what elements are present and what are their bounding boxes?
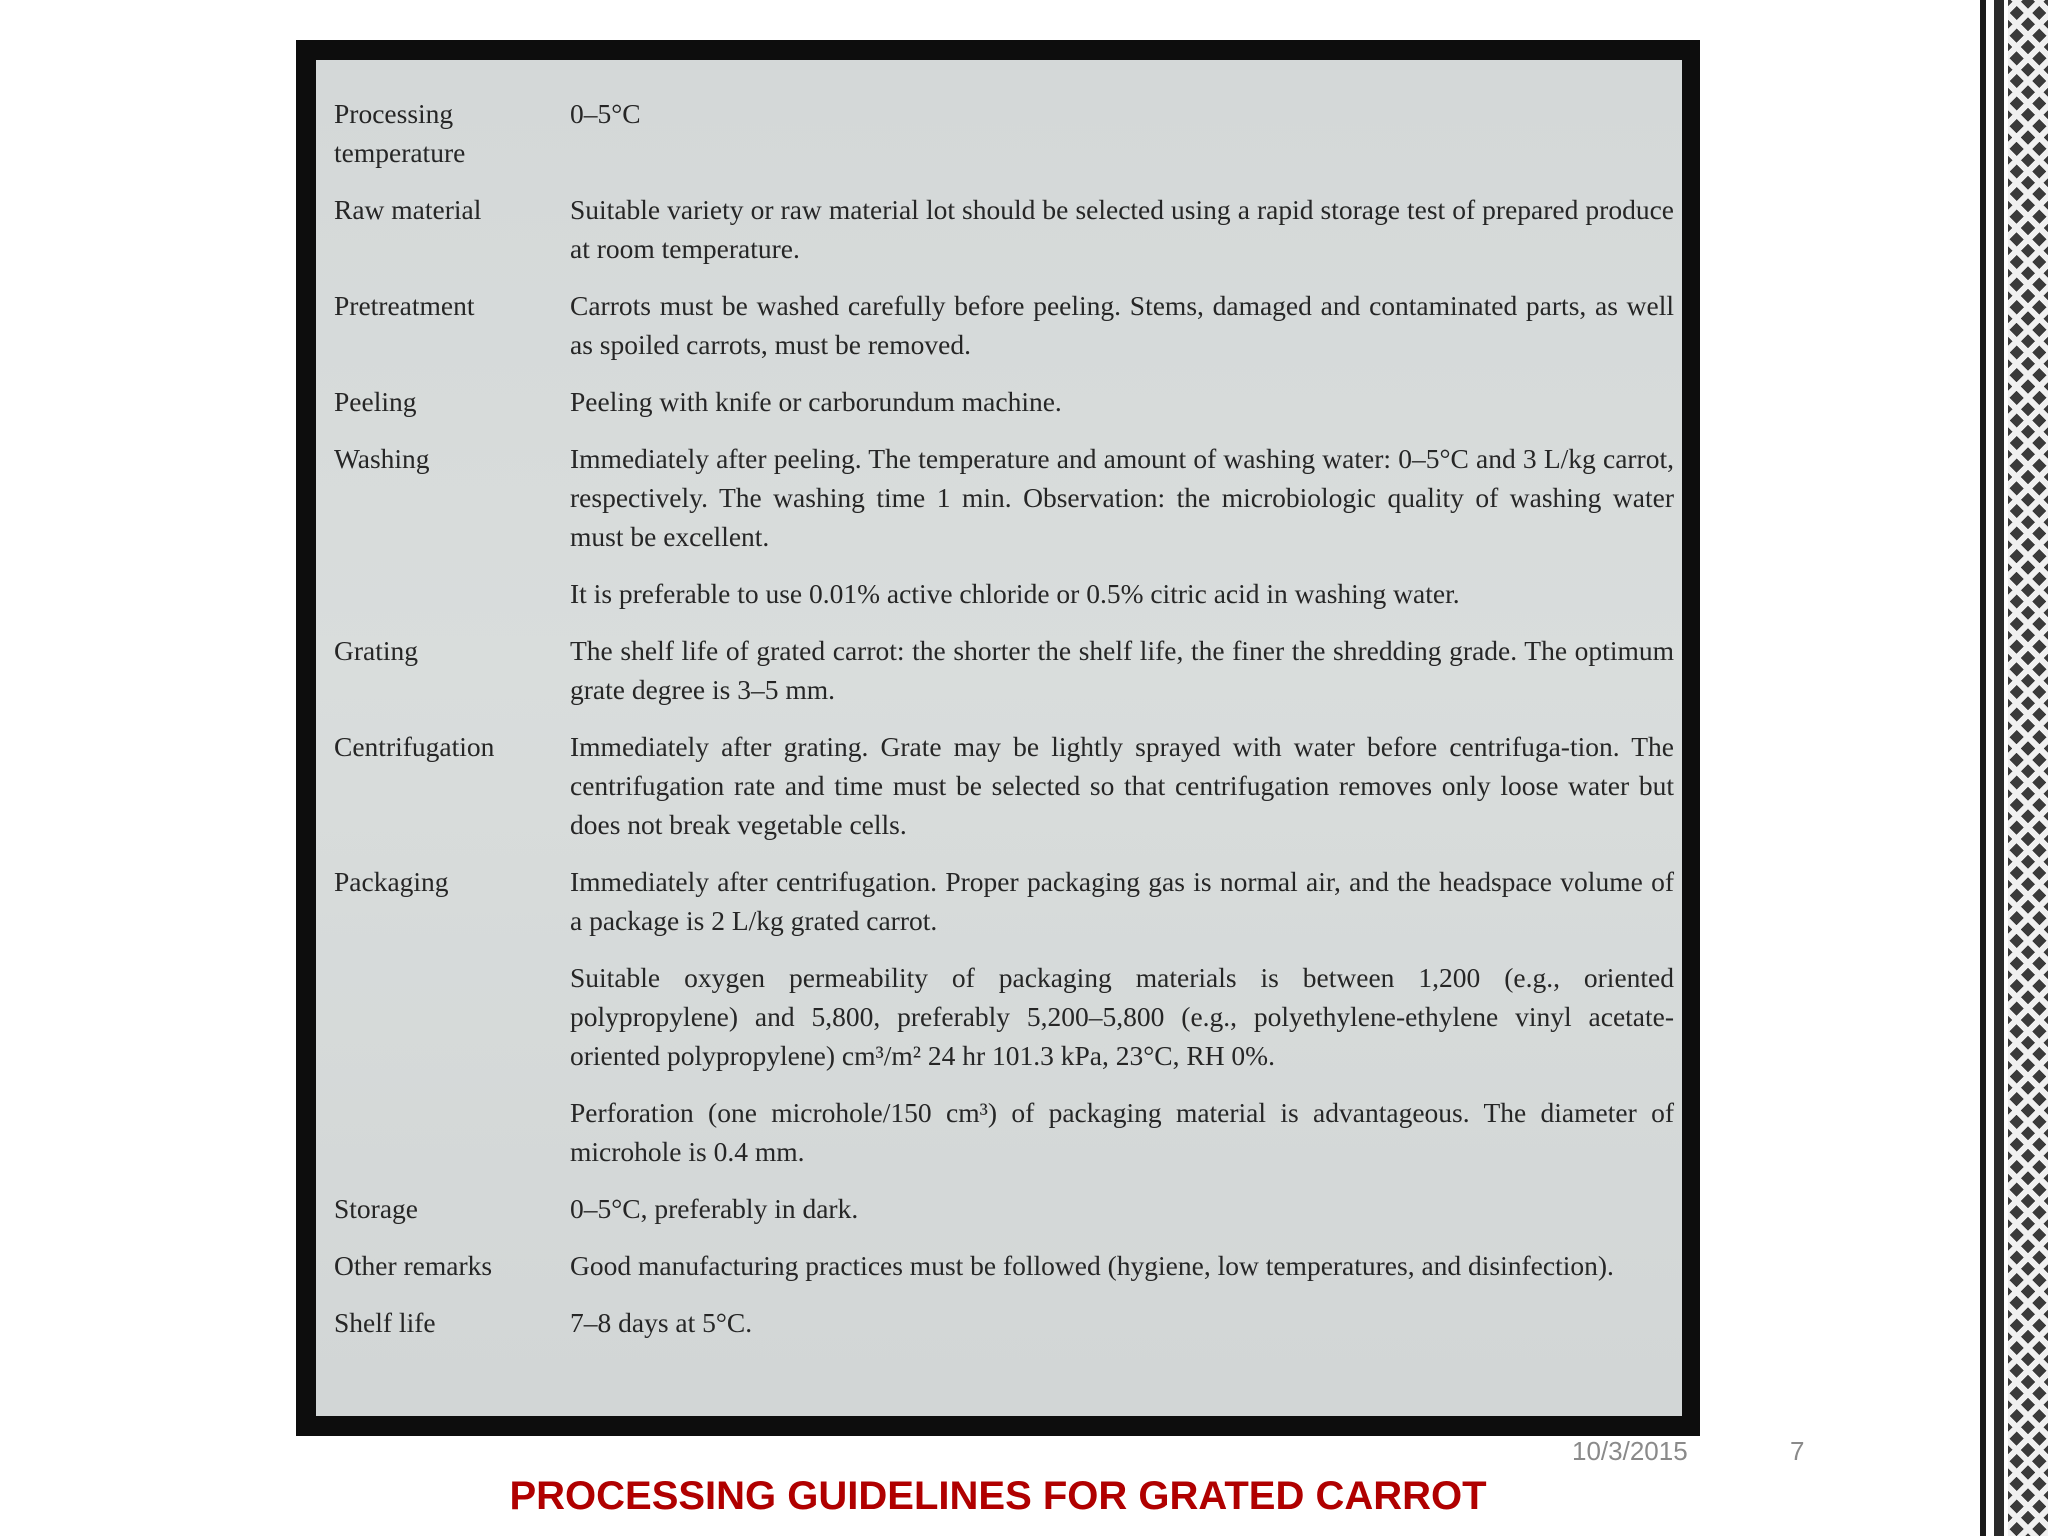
param-cell: Pretreatment xyxy=(334,290,475,321)
table-row xyxy=(334,1093,1674,1189)
table-row xyxy=(334,727,1674,862)
table-row xyxy=(334,574,1674,631)
table-row xyxy=(334,190,1674,286)
desc-cell: Immediately after centrifugation. Proper packaging gas is normal air, and the headspace volume of a package is 2 L/kg grated carrot. xyxy=(570,866,1674,936)
side-checker-pattern xyxy=(2008,0,2048,1536)
param-cell: Washing xyxy=(334,443,430,474)
desc-cell: 0–5°C, preferably in dark. xyxy=(570,1193,859,1224)
desc-cell: Peeling with knife or carborundum machine. xyxy=(570,386,1062,417)
slide-caption: PROCESSING GUIDELINES FOR GRATED CARROT xyxy=(509,1474,1487,1518)
table-row xyxy=(334,862,1674,958)
param-cell: Shelf life xyxy=(334,1307,436,1338)
table-row xyxy=(334,631,1674,727)
desc-cell: 7–8 days at 5°C. xyxy=(570,1307,753,1338)
desc-cell: Suitable variety or raw material lot should be selected using a rapid storage test of prepared produce at room temperature. xyxy=(570,194,1674,264)
table-row xyxy=(334,94,1674,190)
table-row xyxy=(334,1303,1674,1360)
table-row xyxy=(334,958,1674,1093)
side-band xyxy=(1994,0,2004,1536)
param-cell: Centrifugation xyxy=(334,731,495,762)
param-cell: Peeling xyxy=(334,386,417,417)
param-cell xyxy=(334,958,570,1093)
param-cell: Raw material xyxy=(334,194,482,225)
param-cell xyxy=(334,574,570,631)
desc-cell: It is preferable to use 0.01% active chloride or 0.5% citric acid in washing water. xyxy=(570,578,1460,609)
desc-cell: Immediately after grating. Grate may be lightly sprayed with water before centrifuga-tion. The centrifugation rate and time must be selected so that centrifugation removes only loose water but does not break vegetable cells. xyxy=(570,731,1674,840)
desc-cell: Immediately after peeling. The temperature and amount of washing water: 0–5°C and 3 L/kg carrot, respectively. The washing time 1 min. Observation: the microbiologic quality of washing water must be excellent. xyxy=(570,443,1674,552)
desc-cell: 0–5°C xyxy=(570,98,641,129)
desc-cell: Perforation (one microhole/150 cm³) of packaging material is advantageous. The diameter of microhole is 0.4 mm. xyxy=(570,1097,1674,1167)
photo-paper xyxy=(316,60,1682,1416)
table-row xyxy=(334,382,1674,439)
table-row xyxy=(334,1189,1674,1246)
desc-cell: Carrots must be washed carefully before peeling. Stems, damaged and contaminated parts, as well as spoiled carrots, must be removed. xyxy=(570,290,1674,360)
desc-cell: Suitable oxygen permeability of packaging materials is between 1,200 (e.g., oriented polypropylene) and 5,800, preferably 5,200–5,800 (e.g., polyethylene-ethylene vinyl acetate-oriented polypropylene) cm³/m² 24 hr 101.3 kPa, 23°C, RH 0%. xyxy=(570,962,1674,1071)
param-cell: Packaging xyxy=(334,866,449,897)
desc-cell: The shelf life of grated carrot: the shorter the shelf life, the finer the shredding grade. The optimum grate degree is 3–5 mm. xyxy=(570,635,1674,705)
param-cell: Processing temperature xyxy=(334,98,466,168)
slide-date: 10/3/2015 xyxy=(1572,1436,1688,1466)
table-row xyxy=(334,439,1674,574)
table-row xyxy=(334,1246,1674,1303)
slide-number: 7 xyxy=(1790,1436,1805,1466)
side-decoration xyxy=(1980,0,2048,1536)
param-cell xyxy=(334,1093,570,1189)
table-row xyxy=(334,286,1674,382)
param-cell: Grating xyxy=(334,635,419,666)
table-photo xyxy=(296,40,1700,1436)
param-cell: Storage xyxy=(334,1193,419,1224)
desc-cell: Good manufacturing practices must be followed (hygiene, low temperatures, and disinfection). xyxy=(570,1250,1614,1281)
param-cell: Other remarks xyxy=(334,1250,493,1281)
guidelines-table xyxy=(334,94,1674,1360)
